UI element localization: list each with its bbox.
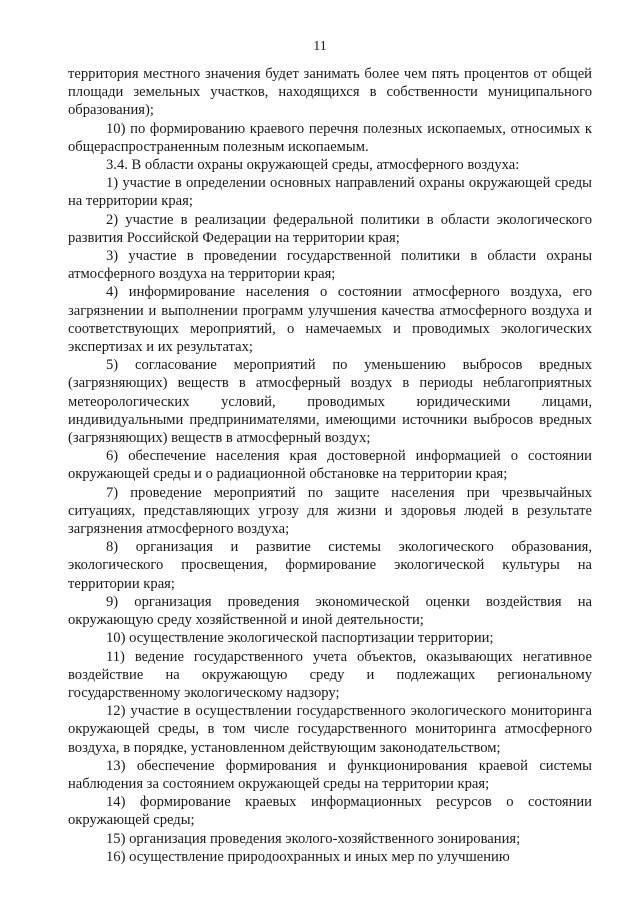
paragraph-item-15: 15) организация проведения эколого-хозяйственного зонирования; [106, 830, 521, 847]
paragraph-item-1: 1) участие в определении основных направлений охраны окружающей среды на территории края; [68, 175, 592, 210]
section-heading-3-4: 3.4. В области охраны окружающей среды, атмосферного воздуха: [106, 157, 520, 174]
paragraph-item-12: 12) участие в осуществлении государственного экологического мониторинга окружающей среды, в том числе государственного мониторинга атмосферного воздуха, в порядке, установленном действующим законодательством; [68, 703, 592, 756]
document-body [68, 65, 592, 866]
paragraph-item-13: 13) обеспечение формирования и функционирования краевой системы наблюдения за состоянием окружающей среды на территории края; [68, 757, 592, 792]
paragraph-item-8: 8) организация и развитие системы экологического образования, экологического просвещения, формирование экологической культуры на территории края; [68, 539, 592, 592]
paragraph-item-14: 14) формирование краевых информационных ресурсов о состоянии окружающей среды; [68, 794, 592, 829]
paragraph-item-4: 4) информирование населения о состоянии атмосферного воздуха, его загрязнении и выполнении программ улучшения качества атмосферного воздуха и соответствующих мероприятий, о намечаемых и проводимых экологических экспертизах и их результатах; [68, 284, 592, 356]
paragraph-item-6: 6) обеспечение населения края достоверной информацией о состоянии окружающей среды и о радиационной обстановке на территории края; [68, 448, 592, 483]
paragraph-item-7: 7) проведение мероприятий по защите населения при чрезвычайных ситуациях, представляющих угрозу для жизни и здоровья людей в результате загрязнения атмосферного воздуха; [68, 484, 592, 538]
page-number: 11 [313, 39, 327, 54]
paragraph-item-10-minerals: 10) по формированию краевого перечня полезных ископаемых, относимых к общераспространенным полезным ископаемым. [68, 120, 592, 155]
paragraph-item-10: 10) осуществление экологической паспортизации территории; [106, 630, 494, 647]
paragraph-item-3: 3) участие в проведении государственной политики в области охраны атмосферного воздуха на территории края; [68, 248, 592, 283]
paragraph-item-16: 16) осуществление природоохранных и иных мер по улучшению [106, 848, 510, 865]
paragraph-item-5: 5) согласование мероприятий по уменьшению выбросов вредных (загрязняющих) веществ в атмосферный воздух в периоды неблагоприятных метеорологических условий, проводимых юридическими лицами, индивидуальными предпринимателями, имеющими источники выбросов вредных (загрязняющих) веществ в атмосферный воздух; [68, 357, 592, 447]
paragraph-item-2: 2) участие в реализации федеральной политики в области экологического развития Российской Федерации на территории края; [68, 211, 592, 246]
paragraph-item-9: 9) организация проведения экономической оценки воздействия на окружающую среду хозяйственной и иной деятельности; [68, 593, 592, 629]
paragraph-item-11: 11) ведение государственного учета объектов, оказывающих негативное воздействие на окружающую среду и подлежащих региональному государственному экологическому надзору; [68, 648, 592, 701]
paragraph-continuation: территория местного значения будет занимать более чем пять процентов от общей площади земельных участков, находящихся в собственности муниципального образования); [68, 66, 592, 119]
